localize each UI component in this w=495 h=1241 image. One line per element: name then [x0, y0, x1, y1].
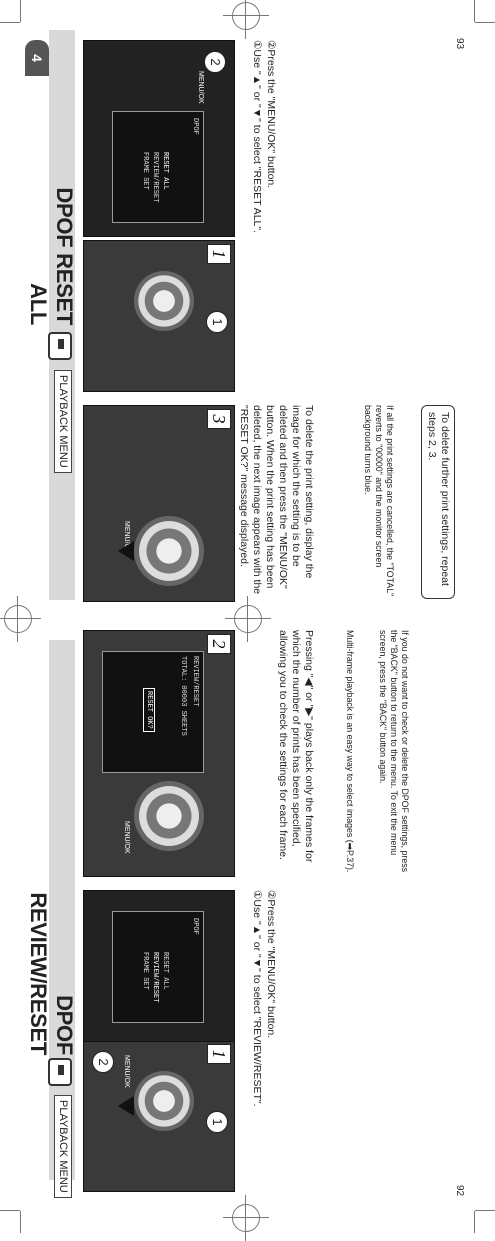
lcd-screen [102, 651, 204, 773]
screen-menu-item: REVIEW/RESET [151, 152, 159, 203]
circle-number-1: 1 [206, 311, 228, 333]
left-step1-instruction-1: ①Use "▲" or "▼" to select "REVIEW/RESET". [251, 890, 263, 1107]
step-number: 2 [207, 634, 231, 654]
left-step1-instruction-2: ②Press the "MENU/OK" button. [265, 890, 277, 1039]
left-print-icon [48, 1058, 72, 1086]
left-step1-screen-photo [83, 890, 235, 1042]
screen-label: DPOF [191, 118, 199, 135]
left-page-number: 92 [454, 1185, 465, 1197]
right-step1-instruction-2: ②Press the "MENU/OK" button. [265, 40, 277, 189]
screen-menu-item: FRAME SET [141, 952, 149, 990]
dial-graphic [134, 516, 204, 586]
menu-ok-label: MENU/OK [123, 521, 130, 554]
left-step1-photo [83, 1040, 235, 1192]
press-arrow-icon [118, 1096, 134, 1116]
screen-top-label: REVIEW/RESET [191, 656, 199, 707]
screen-menu-item: RESET ALL [161, 952, 169, 990]
screen-total-label: TOTAL: 00003 SHEETS [179, 656, 187, 736]
right-step1-instruction-1: ①Use "▲" or "▼" to select "RESET ALL". [251, 40, 263, 234]
right-step3-note-1: If all the print settings are cancelled, the "TOTAL" reverts to "00000" and the monitor screen background turns blue. [363, 405, 395, 597]
dial-graphic [134, 1071, 194, 1131]
dial-graphic [134, 271, 194, 331]
menu-ok-label: MENU/OK [123, 821, 130, 854]
right-step3-paragraph: To delete the print setting, display the image for which the setting is to be deleted and then press the "MENU/OK" button. When the print setting has been deleted, the next image appears with the "RESET OK?" message displayed. [238, 405, 315, 595]
right-step1-screen-photo [83, 40, 235, 237]
press-arrow-icon [118, 541, 134, 561]
right-page-number: 93 [454, 38, 465, 50]
right-print-icon [48, 332, 72, 360]
right-step3-boxed-note: To delete further print settings, repeat steps 2, 3. [421, 405, 455, 599]
right-page-title: DPOF RESET ALL [26, 187, 77, 325]
circle-number-2: 2 [204, 51, 226, 73]
screen-label: DPOF [191, 918, 199, 935]
circle-number-2: 2 [92, 1051, 114, 1073]
step-number: 1 [207, 244, 231, 264]
circle-number-1: 1 [206, 1111, 228, 1133]
left-playback-menu-tag: PLAYBACK MENU [54, 1095, 72, 1198]
right-step3-photo [83, 405, 235, 602]
left-step2-note-2: If you do not want to check or delete the DPOF settings, press the "BACK" button to return to the menu. To exit the menu screen, press the "BACK" button again. [378, 630, 410, 873]
right-playback-menu-tag: PLAYBACK MENU [54, 370, 72, 473]
menu-ok-label: MENU/OK [197, 71, 204, 104]
screen-reset-ok: RESET OK? [143, 688, 155, 732]
left-step2-note-1: Multi-frame playback is an easy way to select images (➡P.37). [345, 630, 355, 873]
lcd-screen [112, 111, 204, 223]
left-step2-photo [83, 630, 235, 877]
chapter-tab: 4 [25, 40, 49, 76]
lcd-screen [112, 911, 204, 1023]
screen-menu-item: FRAME SET [141, 152, 149, 190]
step-number: 1 [207, 1044, 231, 1064]
left-page-title: DPOF REVIEW/RESET [26, 892, 77, 1055]
menu-ok-label: MENU/OK [123, 1055, 130, 1088]
dial-graphic [134, 781, 204, 851]
right-step1-photo [83, 240, 235, 392]
screen-menu-item: RESET ALL [161, 152, 169, 190]
step-number: 3 [207, 409, 231, 429]
left-step2-paragraph: Pressing "◀" or "▶" plays back only the frames for which the number of prints has been specified, allowing you to check the settings for each frame. [277, 630, 315, 863]
screen-menu-item: REVIEW/RESET [151, 952, 159, 1003]
